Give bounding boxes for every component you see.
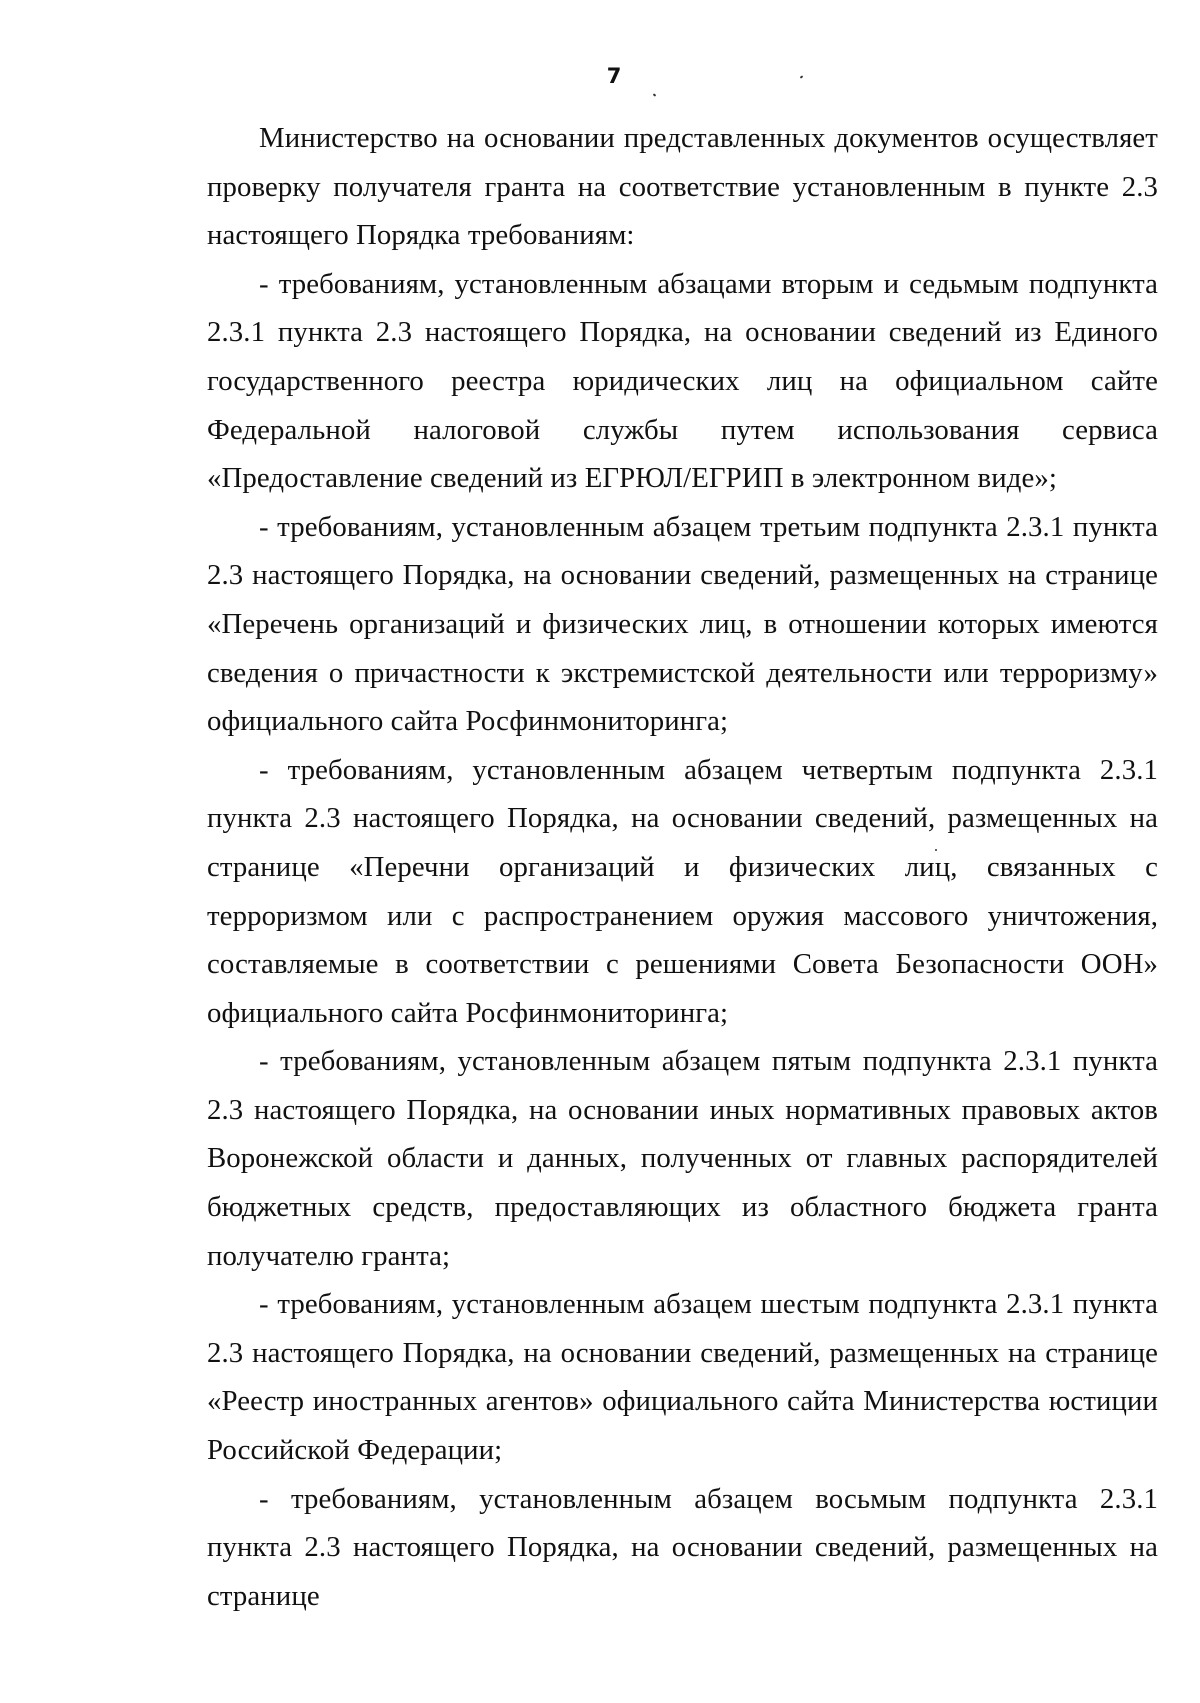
paragraph-item-egrul: - требованиям, установленным абзацами вторым и седьмым подпункта 2.3.1 пункта 2.3 настоящего Порядка, на основании сведений из Единого государственного реестра юридических лиц на официальном сайте Федеральной налоговой службы путем использования сервиса «Предоставление сведений из ЕГРЮЛ/ЕГРИП в электронном виде»;	[207, 267, 1158, 495]
document-body	[207, 114, 1158, 1620]
paragraph-item-regulatory-acts: - требованиям, установленным абзацем пятым подпункта 2.3.1 пункта 2.3 настоящего Порядка, на основании иных нормативных правовых актов Воронежской области и данных, полученных от главных распорядителей бюджетных средств, предоставляющих из областного бюджета гранта получателю гранта;	[207, 1045, 1158, 1272]
scan-speck	[653, 93, 657, 96]
paragraph-item-terrorism-lists: - требованиям, установленным абзацем четвертым подпункта 2.3.1 пункта 2.3 настоящего Порядка, на основании сведений, размещенных на странице «Перечни организаций и физических лиц, связанных с терроризмом или с распространением оружия массового уничтожения, составляемые в соответствии с решениями Совета Безопасности ООН» официального сайта Росфинмониторинга;	[207, 753, 1158, 1029]
paragraph-item-eighth: - требованиям, установленным абзацем восьмым подпункта 2.3.1 пункта 2.3 настоящего Порядка, на основании сведений, размещенных на странице	[207, 1482, 1158, 1612]
paragraph-intro: Министерство на основании представленных документов осуществляет проверку получателя гранта на соответствие установленным в пункте 2.3 настоящего Порядка требованиям:	[207, 122, 1158, 252]
paragraph-item-extremism-list: - требованиям, установленным абзацем третьим подпункта 2.3.1 пункта 2.3 настоящего Порядка, на основании сведений, размещенных на странице «Перечень организаций и физических лиц, в отношении которых имеются сведения о причастности к экстремистской деятельности или терроризму» официального сайта Росфинмониторинга;	[207, 510, 1158, 738]
paragraph-item-foreign-agents: - требованиям, установленным абзацем шестым подпункта 2.3.1 пункта 2.3 настоящего Порядка, на основании сведений, размещенных на странице «Реестр иностранных агентов» официального сайта Министерства юстиции Российской Федерации;	[207, 1288, 1158, 1467]
page-number: 7	[606, 64, 622, 88]
